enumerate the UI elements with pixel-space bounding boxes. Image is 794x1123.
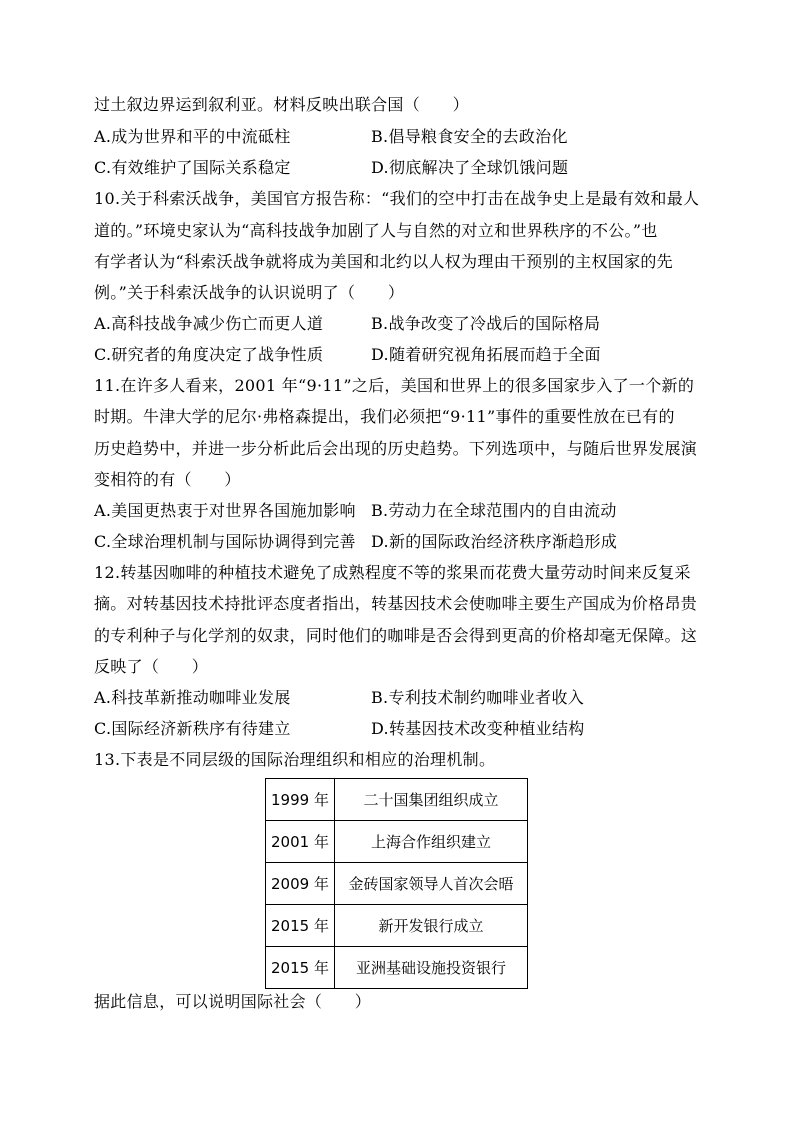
table-cell-event: 上海合作组织建立 (335, 821, 528, 863)
q10-line: 道的。”环境史家认为“高科技战争加剧了人与自然的对立和世界秩序的不公。”也 (94, 221, 658, 240)
q11-line: 11.在许多人看来，2001 年“9·11”之后，美国和世界上的很多国家步入了一个新的 (94, 376, 695, 395)
governance-table (265, 778, 528, 989)
q12-option-c: C.国际经济新秩序有待建立 (94, 719, 291, 738)
q12-option-a: A.科技革新推动咖啡业发展 (94, 688, 291, 707)
table-cell-event: 二十国集团组织成立 (335, 779, 528, 821)
q12-option-d: D.转基因技术改变种植业结构 (371, 719, 585, 738)
table-cell-year: 2001 年 (266, 821, 335, 863)
q10-line: 例。”关于科索沃战争的认识说明了（ ） (94, 283, 405, 302)
q10-option-a: A.高科技战争减少伤亡而更人道 (94, 314, 324, 333)
table-row (266, 863, 528, 905)
q9-option-a: A.成为世界和平的中流砥柱 (94, 127, 291, 146)
table-cell-year: 1999 年 (266, 779, 335, 821)
q13-stem: 13.下表是不同层级的国际治理组织和相应的治理机制。 (94, 750, 496, 769)
table-row (266, 905, 528, 947)
q9-option-b: B.倡导粮食安全的去政治化 (371, 127, 568, 146)
q11-line: 历史趋势中，并进一步分析此后会出现的历史趋势。下列选项中，与随后世界发展演 (94, 439, 698, 458)
q11-option-d: D.新的国际政治经济秩序渐趋形成 (371, 532, 618, 551)
table-row (266, 779, 528, 821)
table-cell-year: 2015 年 (266, 905, 335, 947)
table-cell-year: 2009 年 (266, 863, 335, 905)
table-row (266, 947, 528, 989)
q13-prompt: 据此信息，可以说明国际社会（ ） (94, 992, 372, 1011)
q10-option-b: B.战争改变了冷战后的国际格局 (371, 314, 601, 333)
table-cell-event: 亚洲基础设施投资银行 (335, 947, 528, 989)
q12-line: 反映了（ ） (94, 657, 209, 676)
q11-line: 变相符的有（ ） (94, 470, 241, 489)
q11-option-b: B.劳动力在全球范围内的自由流动 (371, 501, 617, 520)
q10-line: 10.关于科索沃战争，美国官方报告称：“我们的空中打击在战争史上是最有效和最人 (94, 189, 700, 208)
q11-option-a: A.美国更热衷于对世界各国施加影响 (94, 501, 356, 520)
q10-option-c: C.研究者的角度决定了战争性质 (94, 345, 324, 364)
q10-line: 有学者认为“科索沃战争就将成为美国和北约以人权为理由干预别的主权国家的先 (94, 252, 673, 271)
table-row (266, 821, 528, 863)
q12-option-b: B.专利技术制约咖啡业者收入 (371, 688, 585, 707)
table-cell-event: 新开发银行成立 (335, 905, 528, 947)
q12-line: 摘。对转基因技术持批评态度者指出，转基因技术会使咖啡主要生产国成为价格昂贵 (94, 594, 698, 613)
question-9-stem-end: 过土叙边界运到叙利亚。材料反映出联合国（ ） (94, 95, 469, 114)
q11-line: 时期。牛津大学的尼尔·弗格森提出，我们必须把“9·11”事件的重要性放在已有的 (94, 407, 675, 426)
q12-line: 的专利种子与化学剂的奴隶，同时他们的咖啡是否会得到更高的价格却毫无保障。这 (94, 626, 698, 645)
table-cell-event: 金砖国家领导人首次会晤 (335, 863, 528, 905)
table-cell-year: 2015 年 (266, 947, 335, 989)
q10-option-d: D.随着研究视角拓展而趋于全面 (371, 345, 601, 364)
q12-line: 12.转基因咖啡的种植技术避免了成熟程度不等的浆果而花费大量劳动时间来反复采 (94, 563, 691, 582)
q9-option-d: D.彻底解决了全球饥饿问题 (371, 158, 569, 177)
q11-option-c: C.全球治理机制与国际协调得到完善 (94, 532, 356, 551)
q9-option-c: C.有效维护了国际关系稳定 (94, 158, 291, 177)
